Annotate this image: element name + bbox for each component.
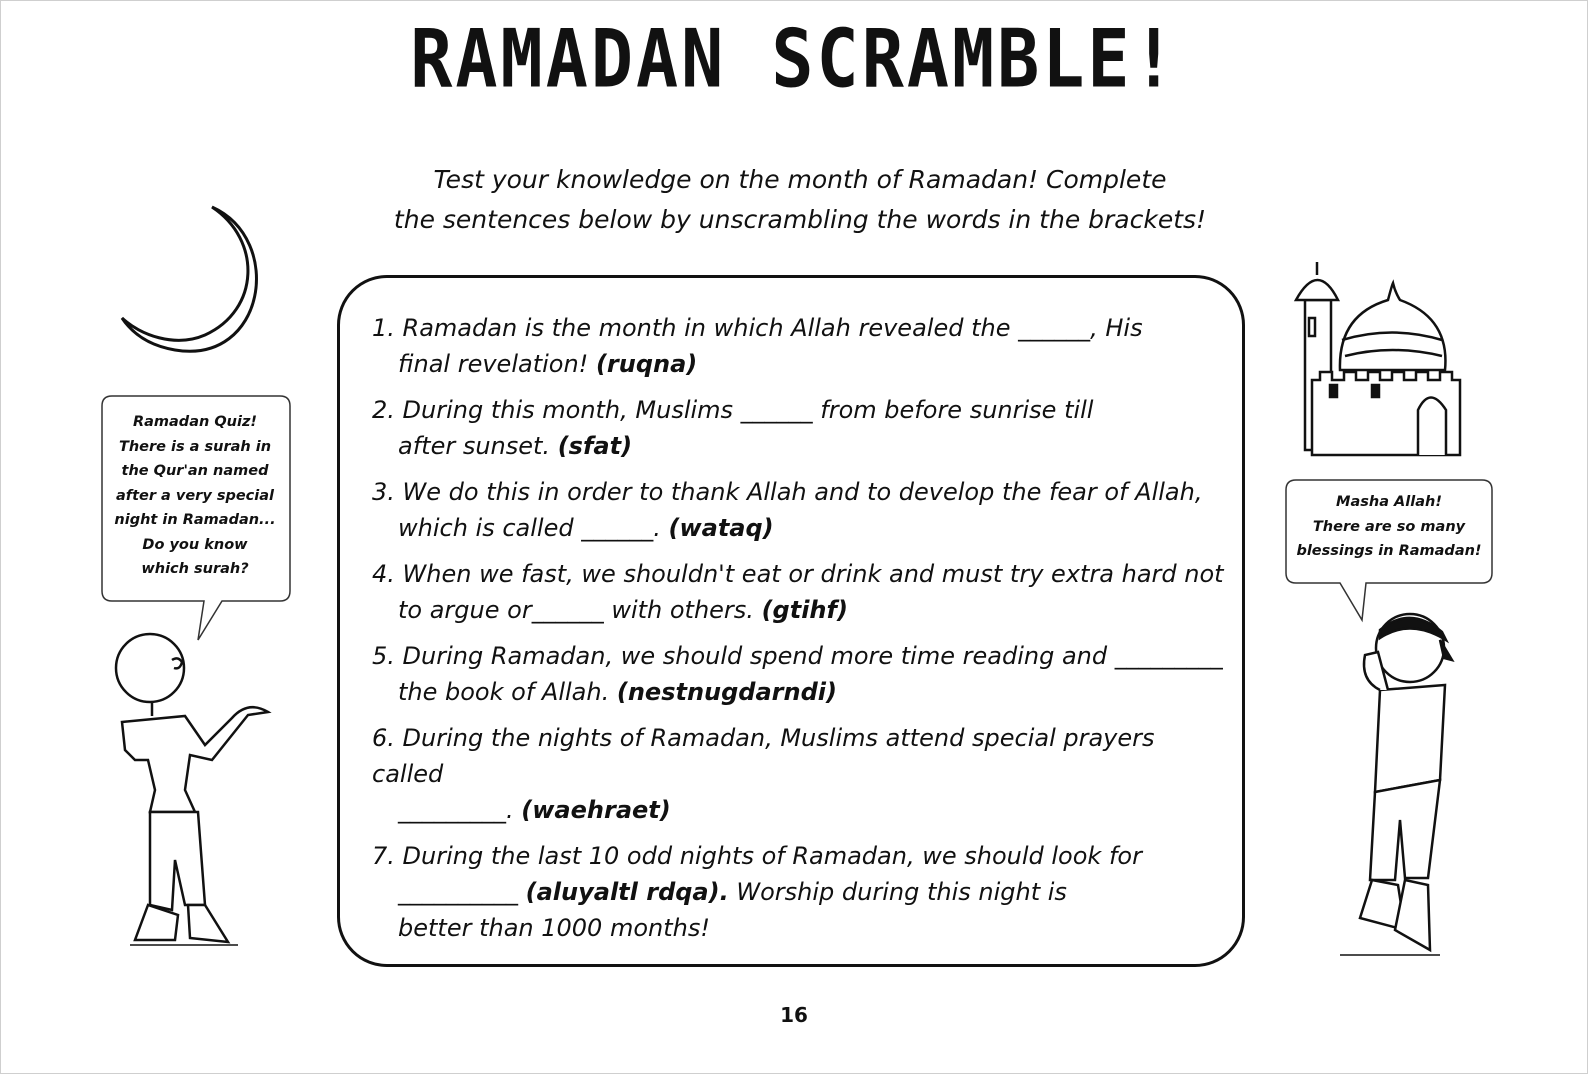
intro-line: Test your knowledge on the month of Ramadan! Complete <box>433 165 1167 194</box>
question-6 <box>372 720 1232 828</box>
scrambled-hint: (waehraet) <box>521 796 671 824</box>
intro-line: the sentences below by unscrambling the words in the brackets! <box>393 205 1207 234</box>
question-text: 7. During the last 10 odd nights of Ramadan, we should look for <box>372 842 1142 870</box>
question-3 <box>372 474 1232 546</box>
page-title: RAMADAN SCRAMBLE! <box>410 11 1178 107</box>
question-text: 4. When we fast, we shouldn't eat or drink and must try extra hard not <box>372 560 1224 588</box>
bubble-line: Ramadan Quiz! <box>132 414 258 430</box>
scrambled-hint: (gtihf) <box>761 596 848 624</box>
speech-bubble-right-text <box>1287 490 1491 564</box>
boy-right-icon <box>1340 614 1452 955</box>
page-number: 16 <box>780 1003 808 1027</box>
scrambled-hint: (sfat) <box>557 432 633 460</box>
scrambled-hint: (nestnugdarndi) <box>616 678 837 706</box>
bubble-line: after a very special <box>116 487 274 504</box>
bubble-line: blessings in Ramadan! <box>1296 543 1482 559</box>
question-text: to argue or______ with others. <box>398 596 754 624</box>
question-text: __________ <box>398 878 518 906</box>
question-text: _________. <box>398 796 514 824</box>
question-text: 5. During Ramadan, we should spend more time reading and _________ <box>372 642 1223 670</box>
question-text: 1. Ramadan is the month in which Allah revealed the ______, His <box>372 314 1143 342</box>
mosque-icon <box>1296 262 1460 455</box>
question-text: 3. We do this in order to thank Allah and to develop the fear of Allah, <box>372 478 1203 506</box>
bubble-line: night in Ramadan... <box>114 512 276 528</box>
question-7 <box>372 838 1232 946</box>
bubble-line: the Qur'an named <box>121 463 269 479</box>
questions-list <box>372 310 1232 956</box>
scrambled-hint: (wataq) <box>668 514 774 542</box>
bubble-line: which surah? <box>141 561 249 577</box>
bubble-line: Masha Allah! <box>1336 494 1442 510</box>
question-text: better than 1000 months! <box>398 914 710 942</box>
scrambled-hint: (aluyaltl rdqa). <box>525 878 729 906</box>
question-1 <box>372 310 1232 382</box>
crescent-moon-icon <box>122 207 256 351</box>
question-5 <box>372 638 1232 710</box>
question-2 <box>372 392 1232 464</box>
question-text: which is called ______. <box>398 514 661 542</box>
question-text: Worship during this night is <box>736 878 1067 906</box>
question-text: after sunset. <box>398 432 551 460</box>
question-text: the book of Allah. <box>398 678 610 706</box>
speech-bubble-left-text <box>100 410 290 582</box>
bubble-line: Do you know <box>142 536 248 553</box>
question-text: 2. During this month, Muslims ______ from before sunrise till <box>372 396 1094 424</box>
question-text: 6. During the nights of Ramadan, Muslims attend special prayers called <box>372 724 1155 788</box>
bubble-line: There is a surah in <box>118 438 272 455</box>
intro-text <box>300 160 1300 240</box>
boy-left-icon <box>116 634 268 945</box>
question-4 <box>372 556 1232 628</box>
scrambled-hint: (ruqna) <box>595 350 698 378</box>
bubble-line: There are so many <box>1312 518 1466 535</box>
question-text: final revelation! <box>398 350 589 378</box>
